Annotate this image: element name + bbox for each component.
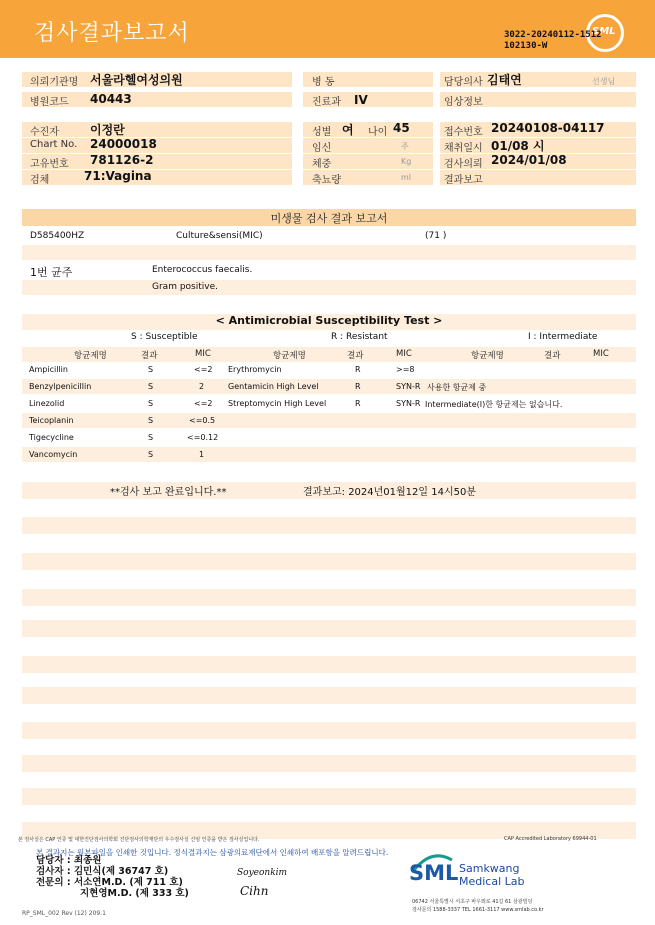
expert-name-1: 서소연M.D. (제 711 호) [73, 877, 183, 888]
dept-label: 진료과 [312, 97, 341, 108]
empty-band [22, 788, 636, 805]
unique-label: 고유번호 [30, 159, 69, 170]
col-mic-1: MIC [195, 349, 211, 359]
drug-result: S [148, 365, 154, 374]
ast-row-bg [22, 447, 636, 462]
drug-result: R [355, 365, 361, 374]
strain-label: 1번 균주 [30, 266, 73, 279]
doctor-label: 담당의사 [444, 77, 483, 88]
col-result-2: 결과 [347, 351, 364, 361]
expert-label: 전문의 : [36, 877, 71, 888]
pregnancy-label: 임신 [312, 143, 332, 154]
col-drug-3: 항균제명 [471, 351, 504, 361]
signature-1: Soyeonkim [237, 868, 288, 878]
col-result-3: 결과 [544, 351, 561, 361]
chart-label: Chart No. [30, 139, 78, 150]
dept-value: IV [354, 93, 368, 107]
drug-name: Vancomycin [29, 450, 78, 459]
legend-resistant: R : Resistant [331, 332, 388, 342]
report-time: 결과보고: 2024년01월12일 14시50분 [303, 487, 477, 498]
receipt-label: 접수번호 [444, 127, 483, 138]
brand-line-2: Medical Lab [459, 875, 525, 888]
drug-mic: <=2 [194, 399, 213, 408]
chart-number: 24000018 [90, 137, 157, 151]
gram-row [22, 280, 636, 295]
cap-text: CAP Accredited Laboratory 69944-01 [504, 836, 597, 842]
staff-block [36, 855, 189, 899]
collect-time: 01/08 시 [491, 139, 545, 153]
drug-name: Gentamicin High Level [228, 382, 319, 391]
empty-band [22, 620, 636, 637]
weight-label: 체중 [312, 159, 332, 170]
empty-band [22, 589, 636, 606]
lab-address: 06742 서울특별시 서초구 바우뫼로 41길 61 삼광빌딩 [412, 899, 533, 905]
drug-mic: 2 [199, 382, 205, 391]
drug-name: Tigecycline [29, 433, 74, 442]
specimen-label: 검체 [30, 175, 50, 186]
ast-row-bg [22, 379, 636, 394]
hospital-code-label: 병원코드 [30, 97, 69, 108]
hospital-code: 40443 [90, 92, 132, 106]
micro-title: 미생물 검사 결과 보고서 [270, 212, 388, 225]
drug-result: S [148, 382, 154, 391]
doctor-name: 김태연 [487, 73, 522, 87]
col-drug-1: 항균제명 [74, 351, 107, 361]
drug-result: R [355, 399, 361, 408]
empty-band [22, 553, 636, 570]
sml-logo-text: SML [592, 26, 616, 37]
pregnancy-unit: 주 [401, 142, 409, 151]
clinic-name: 서울라헬여성의원 [90, 73, 183, 87]
blank-row [22, 245, 636, 260]
drug-name: Linezolid [29, 399, 65, 408]
col-mic-2: MIC [396, 349, 412, 359]
patient-label: 수진자 [30, 127, 59, 138]
accreditation-text: 본 검사실은 CAP 인증 및 대한진단검사의학회 진단검사의학재단의 우수검사실 신임 인증을 받은 검사실입니다. [18, 837, 260, 843]
specimen-number: (71 ) [425, 231, 447, 241]
signature-2: Cihn [240, 884, 269, 898]
drug-name: Streptomycin High Level [228, 399, 327, 408]
receipt-number: 20240108-04117 [491, 121, 605, 135]
col-mic-3: MIC [593, 349, 609, 359]
unique-number: 781126-2 [90, 153, 154, 167]
request-label: 검사의뢰 [444, 159, 483, 170]
completion-text: **검사 보고 완료입니다.** [110, 487, 227, 498]
ward-label: 병 동 [312, 77, 335, 88]
drug-result: S [148, 399, 154, 408]
notice-text: 본 결과지는 원본파일을 인쇄한 것입니다. 정식결과지는 삼광의료재단에서 인쇄하여 배포함을 알려드립니다. [36, 848, 389, 857]
collect-label: 채취일시 [444, 143, 483, 154]
drug-result: S [148, 450, 154, 459]
request-date: 2024/01/08 [491, 153, 567, 167]
clinic-label: 의뢰기관명 [30, 77, 79, 88]
ast-note-1: 사용한 항균제 중 [427, 383, 487, 392]
drug-mic: >=8 [396, 365, 415, 374]
test-code: D585400HZ [30, 231, 85, 241]
drug-result: S [148, 433, 154, 442]
empty-band [22, 755, 636, 772]
tester-label: 검사자 : [36, 866, 71, 877]
ast-note-2: Intermediate(I)한 항균제는 없습니다. [425, 400, 563, 409]
drug-name: Benzylpenicillin [29, 382, 92, 391]
clinical-info-label: 임상정보 [444, 97, 483, 108]
drug-name: Erythromycin [228, 365, 282, 374]
organism-name: Enterococcus faecalis. [152, 265, 253, 275]
page-title: 검사결과보고서 [34, 21, 190, 46]
form-code: RP_SML_002 Rev (12) 209.1 [22, 910, 106, 917]
drug-mic: SYN-R [396, 399, 421, 408]
weight-unit: Kg [401, 157, 412, 166]
empty-band [22, 656, 636, 673]
empty-band [22, 517, 636, 534]
urine-unit: ml [401, 173, 412, 182]
legend-susceptible: S : Susceptible [131, 332, 198, 342]
reg-label: 담당자 : [36, 855, 71, 866]
age-label: 나이 [368, 127, 388, 138]
ast-row-bg [22, 413, 636, 428]
report-id-line1: 3022-20240112-1512 [504, 30, 602, 40]
empty-band [22, 687, 636, 704]
drug-mic: <=0.12 [187, 433, 219, 442]
expert-name-2: 지현영M.D. (제 333 호) [80, 888, 189, 899]
urine-label: 축뇨량 [312, 175, 341, 186]
test-name: Culture&sensi(MIC) [176, 231, 263, 241]
patient-name: 이정란 [90, 123, 125, 137]
brand-short: SML [409, 861, 459, 885]
age-value: 45 [393, 121, 410, 135]
drug-name: Ampicillin [29, 365, 68, 374]
brand-line-1: Samkwang [459, 862, 520, 875]
sex-value: 여 [342, 123, 354, 137]
report-id-line2: 102130-W [504, 41, 548, 51]
drug-result: S [148, 416, 154, 425]
report-id [504, 30, 602, 52]
reg-name: 최종원 [73, 855, 102, 866]
tester-name: 김민식(제 36747 호) [73, 866, 169, 877]
col-result-1: 결과 [141, 351, 158, 361]
gram-stain: Gram positive. [152, 282, 218, 292]
drug-mic: 1 [199, 450, 205, 459]
sex-label: 성별 [312, 127, 332, 138]
empty-band [22, 722, 636, 739]
brand-name [459, 862, 525, 888]
ast-title: < Antimicrobial Susceptibility Test > [215, 314, 443, 327]
legend-intermediate: I : Intermediate [528, 332, 598, 342]
report-label: 결과보고 [444, 175, 483, 186]
drug-mic: <=2 [194, 365, 213, 374]
col-drug-2: 항균제명 [273, 351, 306, 361]
doctor-suffix: 선생님 [592, 77, 616, 86]
drug-mic: <=0.5 [189, 416, 216, 425]
drug-name: Teicoplanin [29, 416, 74, 425]
specimen-value: 71:Vagina [84, 169, 152, 183]
drug-mic: SYN-R [396, 382, 421, 391]
lab-phone: 검사문의 1588-3337 TEL 1661-3117 www.smlab.co.kr [412, 907, 544, 913]
drug-result: R [355, 382, 361, 391]
